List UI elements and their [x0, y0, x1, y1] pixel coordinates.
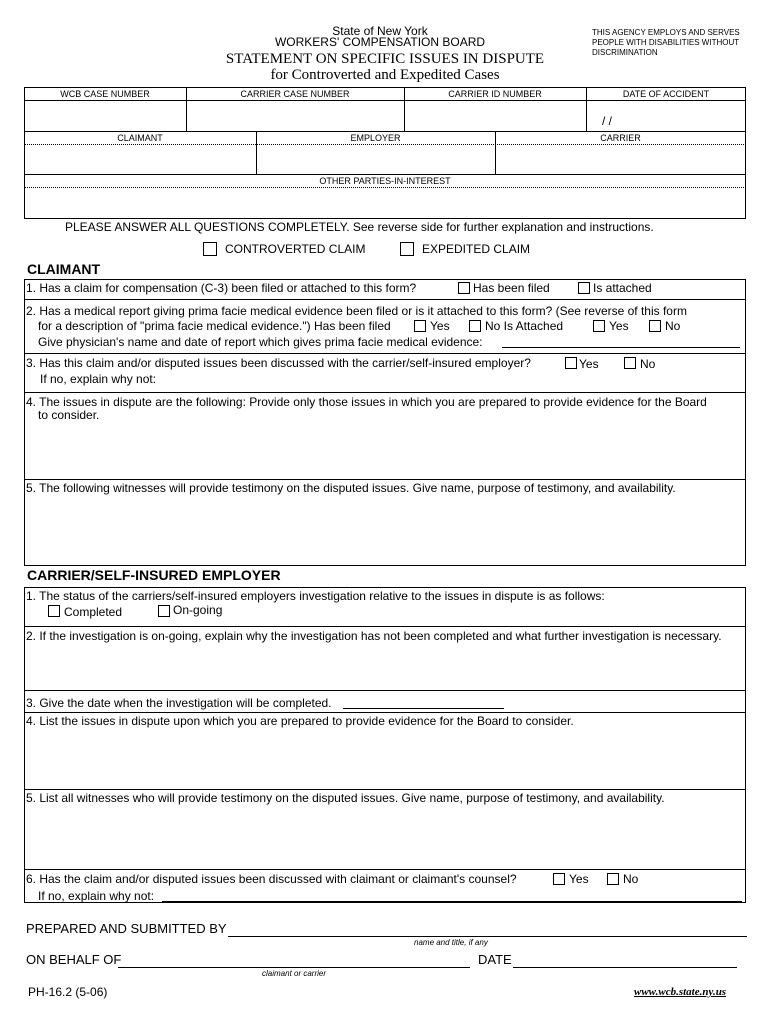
q3-no-checkbox[interactable]	[624, 357, 636, 369]
carrier-witnesses-field[interactable]	[25, 807, 745, 868]
website-link[interactable]: www.wcb.state.ny.us	[634, 986, 727, 998]
claimant-section-title: CLAIMANT	[27, 261, 101, 277]
carrier-section-title: CARRIER/SELF-INSURED EMPLOYER	[27, 567, 281, 583]
q2-attached-no-checkbox[interactable]	[649, 320, 661, 332]
header-state: State of New York	[332, 24, 428, 38]
q6-no-label: No	[623, 872, 639, 886]
prepared-by-label: PREPARED AND SUBMITTED BY	[26, 921, 227, 936]
carrier-id-number-field[interactable]	[405, 101, 585, 130]
q3-yes-checkbox[interactable]	[565, 357, 577, 369]
q2-filed-yes-checkbox[interactable]	[414, 320, 426, 332]
investigation-explanation-field[interactable]	[25, 645, 745, 689]
claimant-q2-line2: for a description of "prima facie medical evidence.") Has been filed	[38, 319, 391, 333]
agency-notice-line1: THIS AGENCY EMPLOYS AND SERVES	[592, 28, 740, 37]
form-subtitle: for Controverted and Expedited Cases	[270, 67, 500, 83]
carrier-id-number-label: CARRIER ID NUMBER	[448, 89, 542, 99]
claimant-carrier-caption: claimant or carrier	[262, 969, 327, 978]
grid-line	[24, 174, 746, 175]
expedited-claim-label: EXPEDITED CLAIM	[422, 242, 531, 256]
claimant-q5: 5. The following witnesses will provide testimony on the disputed issues. Give name, purpose of testimony, and availability.	[26, 481, 676, 495]
ongoing-checkbox[interactable]	[158, 605, 170, 617]
date-label: DATE	[478, 952, 512, 967]
name-title-caption: name and title, if any	[414, 938, 488, 947]
wcb-case-number-label: WCB CASE NUMBER	[60, 89, 150, 99]
physician-name-field[interactable]	[502, 347, 740, 348]
employer-field[interactable]	[257, 145, 494, 173]
row-divider	[24, 353, 746, 354]
q3-no-label: No	[640, 357, 656, 371]
claimant-q4-line1: 4. The issues in dispute are the following: Provide only those issues in which you are prepared to provide evidence for the Board	[26, 395, 707, 409]
completion-date-field[interactable]	[343, 708, 504, 709]
grid-line	[24, 131, 746, 132]
header-board: WORKERS' COMPENSATION BOARD	[274, 35, 486, 49]
controverted-claim-label: CONTROVERTED CLAIM	[225, 242, 366, 256]
claimant-label: CLAIMANT	[117, 133, 163, 143]
q2-filed-no-checkbox[interactable]	[469, 320, 481, 332]
has-been-filed-label: Has been filed	[473, 281, 550, 295]
is-attached-label: Is attached	[593, 281, 652, 295]
has-been-filed-checkbox[interactable]	[458, 282, 470, 294]
q6-yes-checkbox[interactable]	[553, 873, 565, 885]
completed-label: Completed	[64, 605, 123, 619]
carrier-case-number-label: CARRIER CASE NUMBER	[240, 89, 350, 99]
q2-attached-yes-label: Yes	[609, 319, 629, 333]
agency-notice-line2: PEOPLE WITH DISABILITIES WITHOUT	[592, 38, 740, 47]
q2-no-is-attached-label: No Is Attached	[485, 319, 564, 333]
claimant-q2-line3: Give physician's name and date of report which gives prima facie medical evidence:	[38, 335, 483, 349]
claimant-q1: 1. Has a claim for compensation (C-3) been filed or attached to this form?	[26, 281, 417, 295]
q6-explain-field[interactable]	[162, 901, 742, 902]
claimant-q2-line1: 2. Has a medical report giving prima facie medical evidence been filed or is it attached to this form? (See reverse of this form	[26, 304, 687, 318]
other-parties-field[interactable]	[25, 188, 745, 218]
carrier-label: CARRIER	[600, 133, 641, 143]
q2-attached-yes-checkbox[interactable]	[593, 320, 605, 332]
carrier-q2: 2. If the investigation is on-going, explain why the investigation has not been completed and what further investigation is necessary.	[26, 629, 722, 643]
row-divider	[24, 299, 746, 300]
row-divider	[24, 479, 746, 480]
carrier-case-number-field[interactable]	[187, 101, 403, 130]
carrier-field[interactable]	[496, 145, 745, 173]
carrier-q1: 1. The status of the carriers/self-insured employers investigation relative to the issues in dispute is as follows:	[26, 589, 605, 603]
q3-yes-label: Yes	[579, 357, 599, 371]
carrier-q4: 4. List the issues in dispute upon which you are prepared to provide evidence for the Board to consider.	[26, 714, 574, 728]
claimant-q3-line2: If no, explain why not:	[40, 372, 157, 386]
other-parties-label: OTHER PARTIES-IN-INTEREST	[319, 176, 451, 186]
carrier-q6-line1: 6. Has the claim and/or disputed issues been discussed with claimant or claimant's counsel?	[26, 872, 517, 886]
row-divider	[24, 626, 746, 627]
wcb-case-number-field[interactable]	[25, 101, 185, 130]
row-divider	[24, 712, 746, 713]
witnesses-field[interactable]	[25, 497, 745, 565]
q2-filed-yes-label: Yes	[430, 319, 450, 333]
date-slashes: / /	[602, 114, 613, 128]
on-behalf-of-label: ON BEHALF OF	[26, 952, 122, 967]
expedited-claim-checkbox[interactable]	[400, 242, 414, 256]
date-of-accident-label: DATE OF ACCIDENT	[622, 89, 710, 99]
q2-attached-no-label: No	[665, 319, 681, 333]
is-attached-checkbox[interactable]	[578, 282, 590, 294]
on-behalf-of-field[interactable]	[118, 967, 470, 968]
agency-notice-line3: DISCRIMINATION	[592, 48, 658, 57]
claimant-q3-line1: 3. Has this claim and/or disputed issues been discussed with the carrier/self-insured employer?	[26, 356, 531, 370]
instructions: PLEASE ANSWER ALL QUESTIONS COMPLETELY. See reverse side for further explanation and instructions.	[65, 220, 654, 234]
agency-notice	[592, 28, 762, 58]
carrier-q3: 3. Give the date when the investigation will be completed.	[26, 696, 332, 710]
q6-yes-label: Yes	[569, 872, 589, 886]
controverted-claim-checkbox[interactable]	[203, 242, 217, 256]
carrier-q6-line2: If no, explain why not:	[38, 889, 155, 903]
completed-checkbox[interactable]	[48, 605, 60, 617]
form-title: STATEMENT ON SPECIFIC ISSUES IN DISPUTE	[225, 51, 545, 67]
row-divider	[24, 392, 746, 393]
q6-no-checkbox[interactable]	[607, 873, 619, 885]
form-number: PH-16.2 (5-06)	[28, 985, 108, 999]
carrier-issues-field[interactable]	[25, 730, 745, 788]
carrier-q5: 5. List all witnesses who will provide testimony on the disputed issues. Give name, purpose of testimony, and availability.	[26, 791, 665, 805]
claimant-q4-line2: to consider.	[38, 408, 100, 422]
date-field[interactable]	[513, 967, 737, 968]
prepared-by-field[interactable]	[228, 936, 747, 937]
row-divider	[24, 690, 746, 691]
issues-in-dispute-field[interactable]	[25, 424, 745, 478]
ongoing-label: On-going	[173, 603, 223, 617]
row-divider	[24, 869, 746, 870]
employer-label: EMPLOYER	[350, 133, 401, 143]
claimant-field[interactable]	[25, 145, 255, 173]
row-divider	[24, 789, 746, 790]
